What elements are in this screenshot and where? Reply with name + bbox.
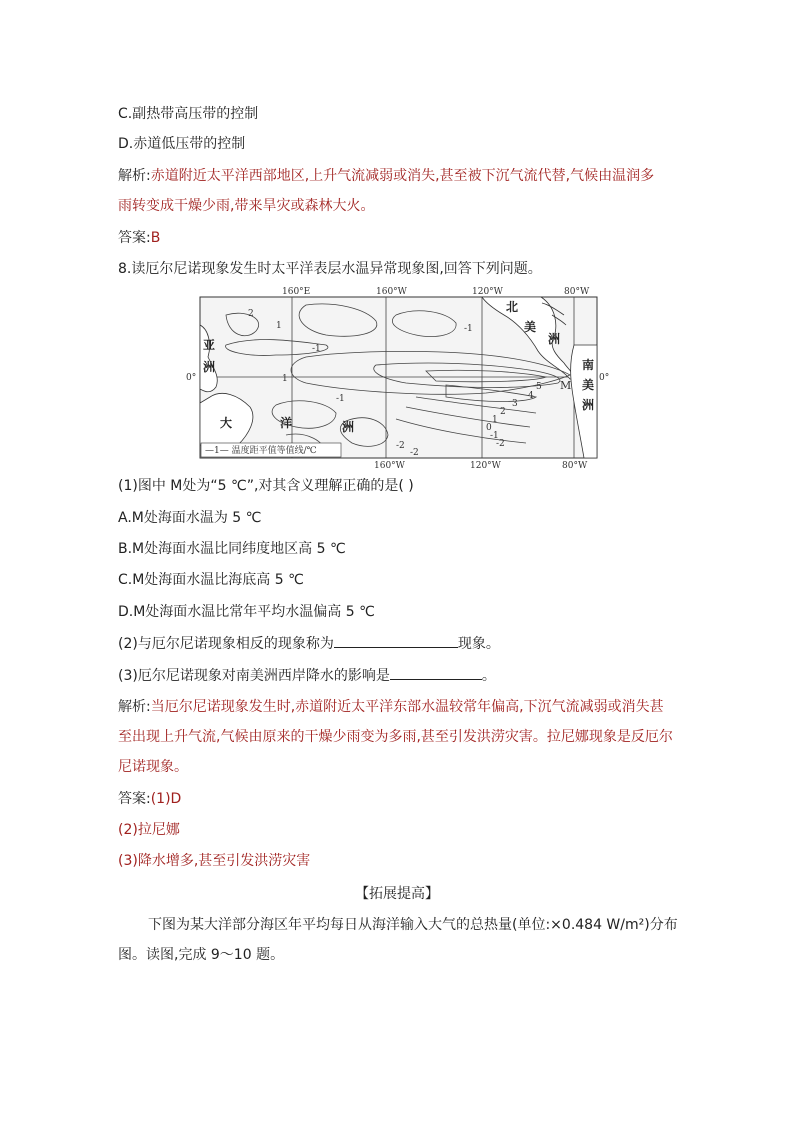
contour-label: -1: [312, 344, 321, 354]
section-title: 【拓展提高】: [355, 886, 439, 902]
analysis-label: 解析:: [118, 168, 151, 184]
contour-label: 5: [536, 382, 542, 392]
sub-question-3: [118, 665, 496, 686]
intro-text: 图。读图,完成 9～10 题。: [118, 947, 285, 963]
analysis-text: 雨转变成干燥少雨,带来旱灾或森林大火。: [118, 198, 375, 214]
lon-label-top: 80°W: [564, 287, 590, 297]
option-c: C.副热带高压带的控制: [118, 106, 259, 122]
region-label: 洲: [203, 360, 216, 374]
lon-label-bottom: 120°W: [470, 461, 501, 471]
sub-question-2-text: (2)与厄尔尼诺现象相反的现象称为: [118, 636, 334, 652]
contour-label: -1: [464, 324, 473, 334]
contour-label: -1: [336, 394, 345, 404]
contour-label: 0: [486, 423, 492, 433]
region-label: 南: [582, 358, 595, 372]
region-label: 美: [524, 320, 537, 334]
analysis-line: [118, 697, 664, 717]
region-label: 美: [582, 378, 595, 392]
intro-text: 下图为某大洋部分海区年平均每日从海洋输入大气的总热量(单位:×0.484 W/m²)分布: [148, 917, 678, 933]
lon-label-bottom: 160°W: [374, 461, 405, 471]
lon-label-top: 160°E: [282, 287, 311, 297]
option-a: A.M处海面水温为 5 ℃: [118, 510, 262, 526]
option-c: C.M处海面水温比海底高 5 ℃: [118, 572, 304, 588]
answer-value: (2)拉尼娜: [118, 822, 180, 838]
answer-value: B: [150, 230, 161, 246]
option-b: B.M处海面水温比同纬度地区高 5 ℃: [118, 541, 346, 557]
region-label: 洲: [548, 332, 561, 346]
region-label: 大: [220, 416, 233, 430]
contour-label: -2: [496, 439, 505, 449]
contour-label: 2: [248, 309, 254, 319]
region-label: 洲: [342, 420, 355, 434]
answer-value: (3)降水增多,甚至引发洪涝灾害: [118, 853, 311, 869]
equator-label: 0°: [599, 373, 610, 383]
answer-value: (1)D: [150, 791, 182, 807]
analysis-label: 解析:: [118, 699, 151, 715]
legend-text: —1— 温度距平值等值线/℃: [205, 446, 317, 456]
sub-question-3-suffix: 。: [481, 668, 496, 684]
lon-label-bottom: 80°W: [562, 461, 588, 471]
sub-question-2-suffix: 现象。: [457, 636, 500, 652]
sub-question-3-text: (3)厄尔尼诺现象对南美洲西岸降水的影响是: [118, 668, 390, 684]
analysis-text: 至出现上升气流,气候由原来的干燥少雨变为多雨,甚至引发洪涝灾害。拉尼娜现象是反厄尔: [118, 729, 673, 745]
region-label: 洲: [582, 398, 595, 412]
option-d: D.赤道低压带的控制: [118, 136, 246, 152]
answer-line: [118, 228, 160, 248]
equator-label: 0°: [186, 373, 197, 383]
el-nino-map: [186, 285, 610, 471]
contour-label: -2: [396, 441, 405, 451]
contour-label: 1: [282, 374, 288, 384]
sub-question-1: (1)图中 M处为“5 ℃”,对其含义理解正确的是( ): [118, 478, 414, 494]
answer-blank[interactable]: [334, 633, 458, 648]
lon-label-top: 120°W: [472, 287, 503, 297]
contour-label: -2: [410, 448, 419, 458]
analysis-text: 赤道附近太平洋西部地区,上升气流减弱或消失,甚至被下沉气流代替,气候由温润多: [150, 168, 655, 184]
sub-question-2: [118, 633, 500, 654]
answer-blank[interactable]: [390, 665, 482, 680]
analysis-line: [118, 166, 654, 186]
point-m: M: [560, 379, 572, 392]
region-label: 洋: [280, 416, 293, 430]
region-label: 北: [506, 300, 519, 314]
contour-label: -1: [490, 431, 499, 441]
lon-label-top: 160°W: [376, 287, 407, 297]
contour-label: 1: [276, 321, 282, 331]
answer-label: 答案:: [118, 230, 151, 246]
contour-label: 2: [500, 407, 506, 417]
analysis-text: 尼诺现象。: [118, 759, 188, 775]
analysis-text: 当厄尔尼诺现象发生时,赤道附近太平洋东部水温较常年偏高,下沉气流减弱或消失甚: [150, 699, 664, 715]
region-label: 亚: [203, 338, 216, 352]
contour-label: 4: [528, 391, 534, 401]
option-d: D.M处海面水温比常年平均水温偏高 5 ℃: [118, 604, 375, 620]
question-8-stem: 8.读厄尔尼诺现象发生时太平洋表层水温异常现象图,回答下列问题。: [118, 261, 542, 277]
answer-label: 答案:: [118, 791, 151, 807]
contour-label: 3: [512, 399, 518, 409]
answer-line: [118, 789, 181, 809]
contour-label: 1: [492, 415, 498, 425]
